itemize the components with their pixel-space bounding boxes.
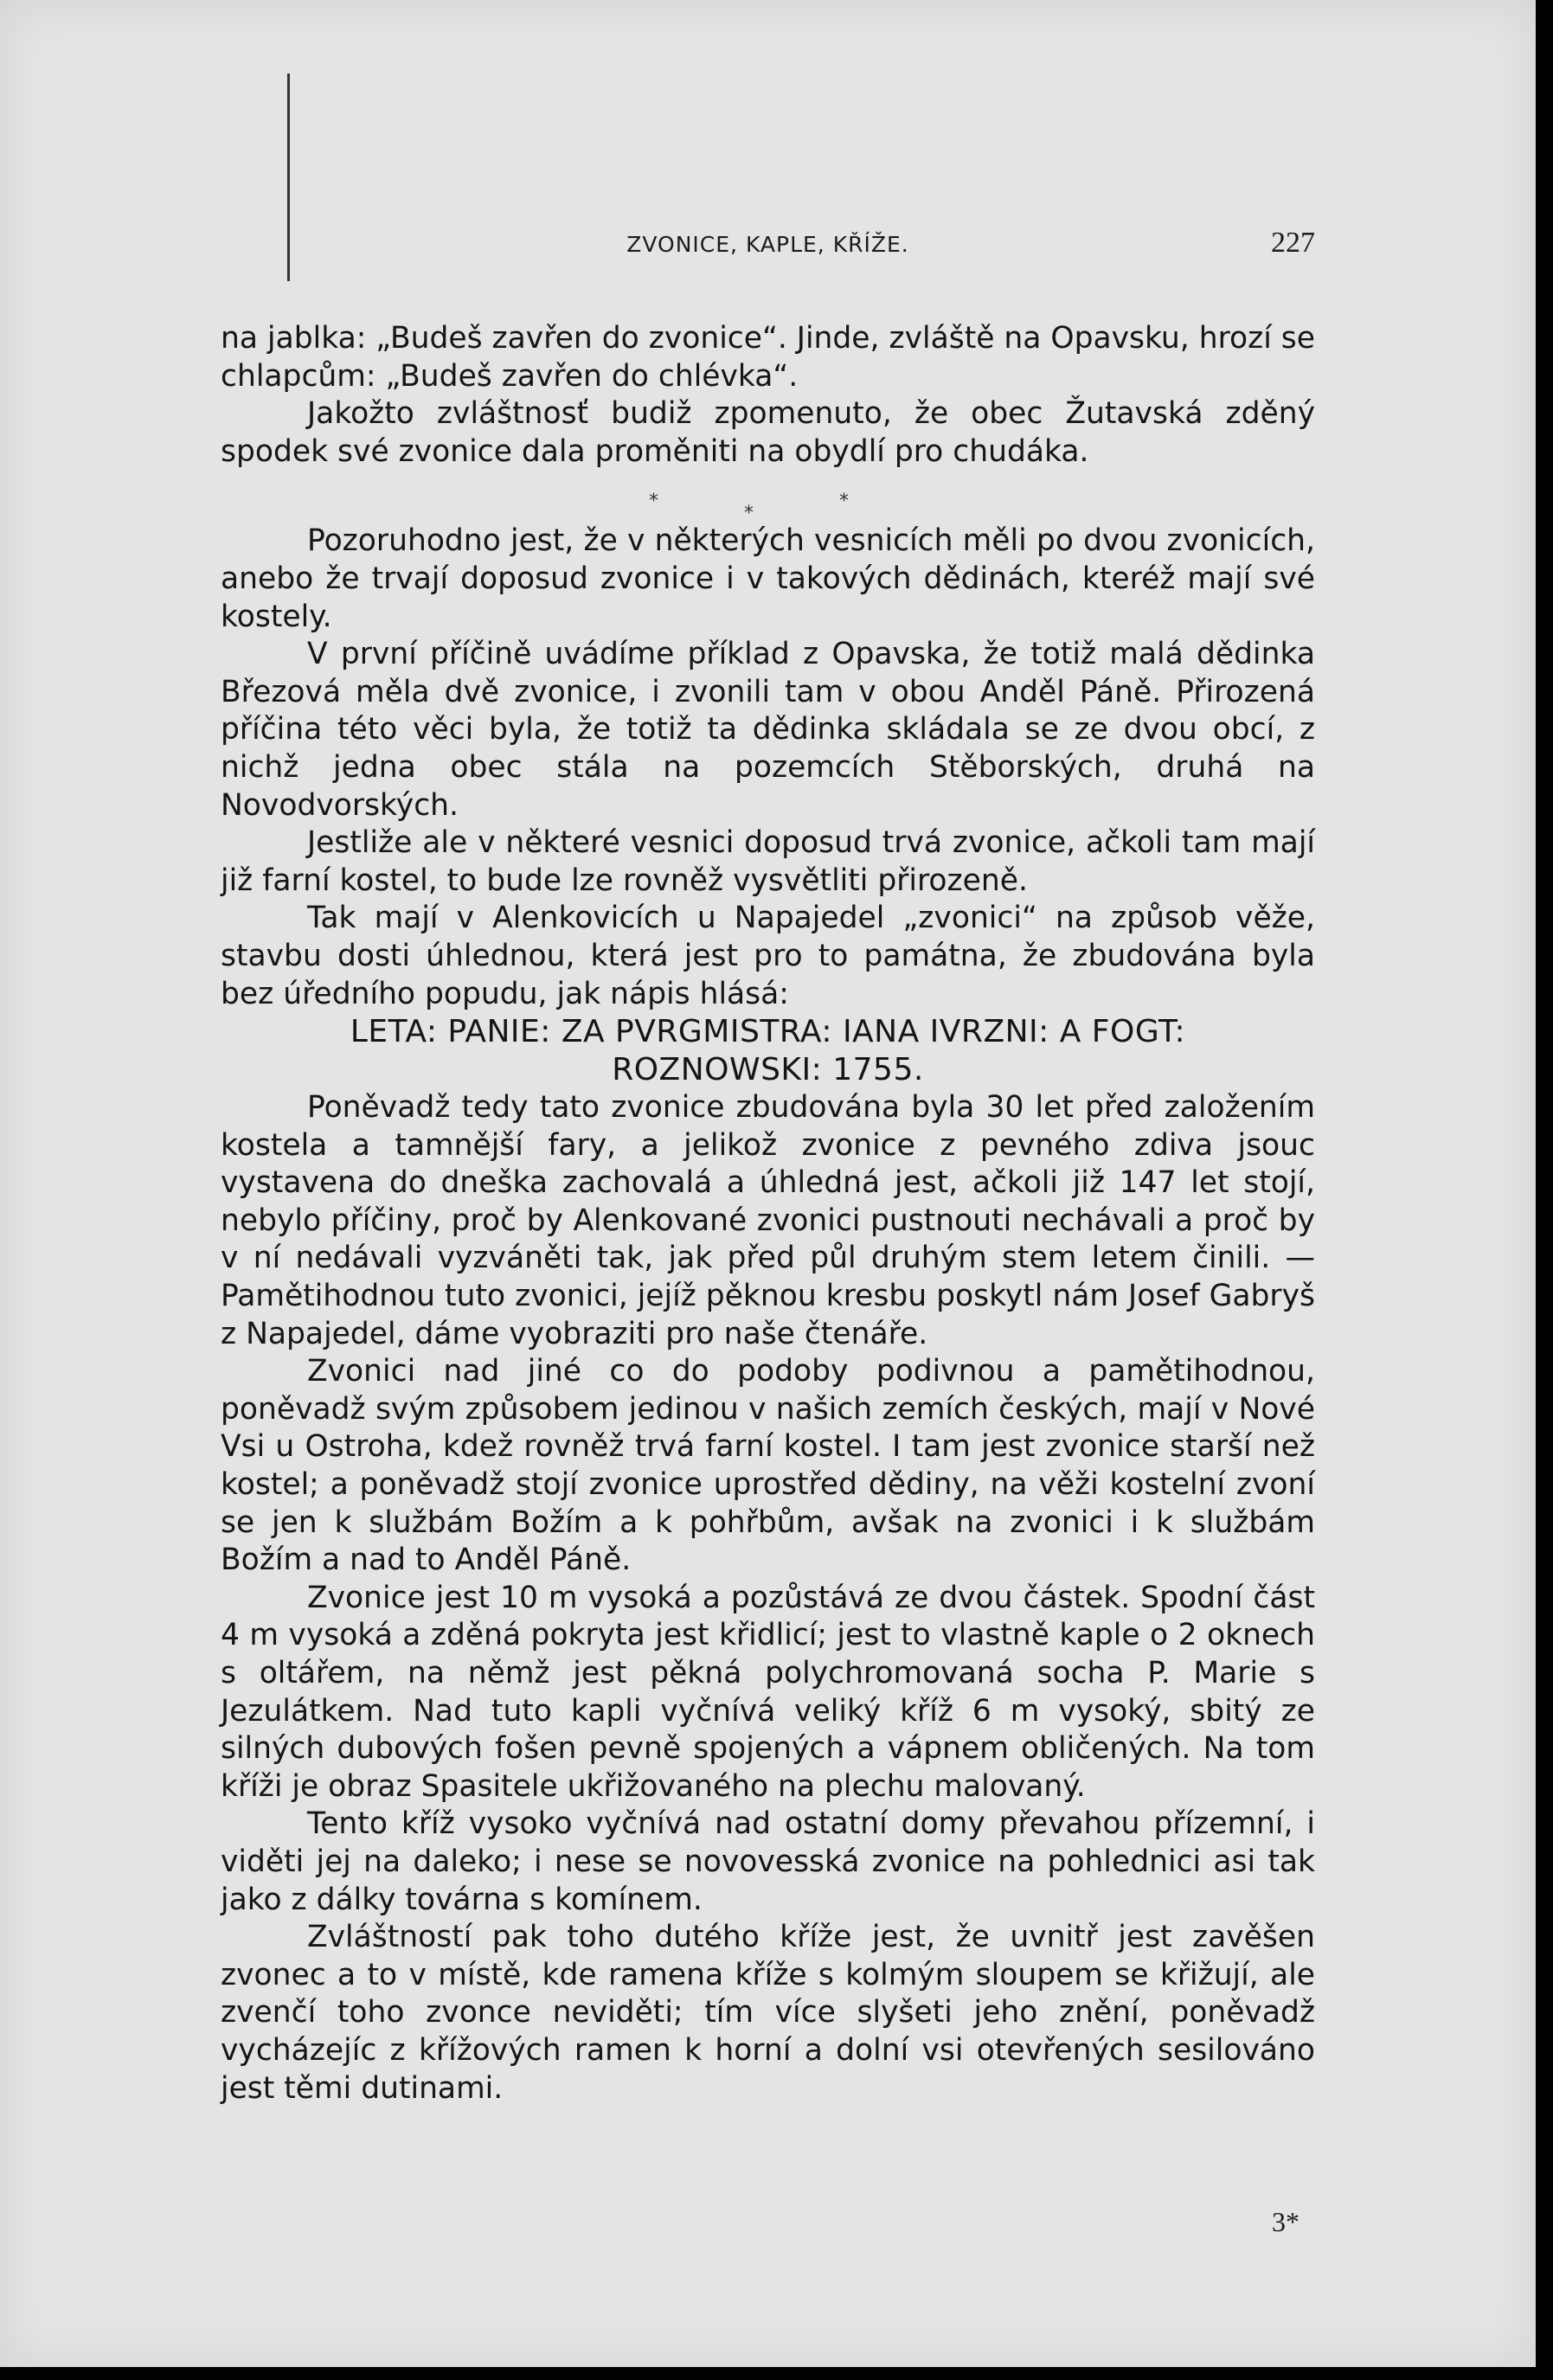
paragraph: Jestliže ale v některé vesnici doposud trvá zvonice, ačkoli tam mají již farní kostel, to bude lze rovněž vysvětliti přirozeně.	[221, 825, 1315, 898]
paragraph: Tento kříž vysoko vyčnívá nad ostatní domy převahou přízemní, i viděti jej na daleko; i nese se novovesská zvonice na pohlednici asi tak jako z dálky továrna s komínem.	[221, 1806, 1315, 1917]
paragraph: na jablka: „Budeš zavřen do zvonice“. Jinde, zvláště na Opavsku, hrozí se chlapcům: „Budeš zavřen do chlévka“.	[221, 321, 1315, 394]
paragraph: Jakožto zvláštnosť budiž zpomenuto, že obec Žutavská zděný spodek své zvonice dala proměniti na obydlí pro chudáka.	[221, 396, 1315, 469]
separator-star: *	[744, 503, 754, 525]
paragraph: V první příčině uvádíme příklad z Opavska, že totiž malá dědinka Březová měla dvě zvonice, i zvonili tam v obou Anděl Páně. Přirozená příčina této věci byla, že totiž ta dědinka skládala se ze dvou obcí, z nichž jedna obec stála na pozemcích Stěborských, druhá na Novodvorských.	[221, 637, 1315, 823]
paragraph: Zvláštností pak toho dutého kříže jest, že uvnitř jest zavěšen zvonec a to v místě, kde ramena kříže s kolmým sloupem se křižují, ale zvenčí toho zvonce neviděti; tím více slyšeti jeho znění, poněvadž vycházejíc z křížových ramen k horní a dolní vsi otevřených sesilováno jest těmi dutinami.	[221, 1920, 1315, 2106]
section-separator	[221, 471, 1315, 523]
running-head: ZVONICE, KAPLE, KŘÍŽE.	[626, 232, 909, 257]
signature-mark: 3*	[1272, 2206, 1300, 2237]
inscription-line: ROZNOWSKI: 1755.	[612, 1052, 924, 1088]
inscription-line: LETA: PANIE: ZA PVRGMISTRA: IANA IVRZNI: A FOGT:	[350, 1014, 1186, 1050]
paragraph: Zvonice jest 10 m vysoká a pozůstává ze dvou částek. Spodní část 4 m vysoká a zděná pokryta jest křidlicí; jest to vlastně kaple o 2 oknech s oltářem, na němž jest pěkná polychromovaná socha P. Marie s Jezulátkem. Nad tuto kapli vyčnívá veliký kříž 6 m vysoký, sbitý ze silných dubových fošen pevně spojených a vápnem obličených. Na tom kříži je obraz Spasitele ukřižovaného na plechu malovaný.	[221, 1580, 1315, 1804]
separator-star: *	[649, 491, 658, 513]
separator-star: *	[839, 491, 849, 513]
body-text	[221, 320, 1315, 2107]
paragraph: Tak mají v Alenkovicích u Napajedel „zvonici“ na způsob věže, stavbu dosti úhlednou, která jest pro to památna, že zbudována byla bez úředního popudu, jak nápis hlásá:	[221, 901, 1315, 1011]
paragraph: Pozoruhodno jest, že v některých vesnicích měli po dvou zvonicích, anebo že trvají doposud zvonice i v takových dědinách, kteréž mají své kostely.	[221, 523, 1315, 634]
page-number: 227	[1271, 227, 1315, 259]
paragraph: Poněvadž tedy tato zvonice zbudována byla 30 let před založením kostela a tamnější fary, a jelikož zvonice z pevného zdiva jsouc vystavena do dneška zachovalá a úhledná jest, ačkoli již 147 let stojí, nebylo příčiny, proč by Alenkované zvonici pustnouti nechávali a proč by v ní nedávali vyzváněti tak, jak před půl druhým stem letem činili. — Pamětihodnou tuto zvonici, jejíž pěknou kresbu poskytl nám Josef Gabryš z Napajedel, dáme vyobraziti pro naše čtenáře.	[221, 1090, 1315, 1351]
inscription	[221, 1013, 1315, 1089]
page-header	[221, 227, 1315, 270]
paragraph: Zvonici nad jiné co do podoby podivnou a pamětihodnou, poněvadž svým způsobem jedinou v našich zemích českých, mají v Nové Vsi u Ostroha, kdež rovněž trvá farní kostel. I tam jest zvonice starší než kostel; a poněvadž stojí zvonice uprostřed dědiny, na věži kostelní zvoní se jen k službám Božím a k pohřbům, avšak na zvonici i k službám Božím a nad to Anděl Páně.	[221, 1354, 1315, 1578]
